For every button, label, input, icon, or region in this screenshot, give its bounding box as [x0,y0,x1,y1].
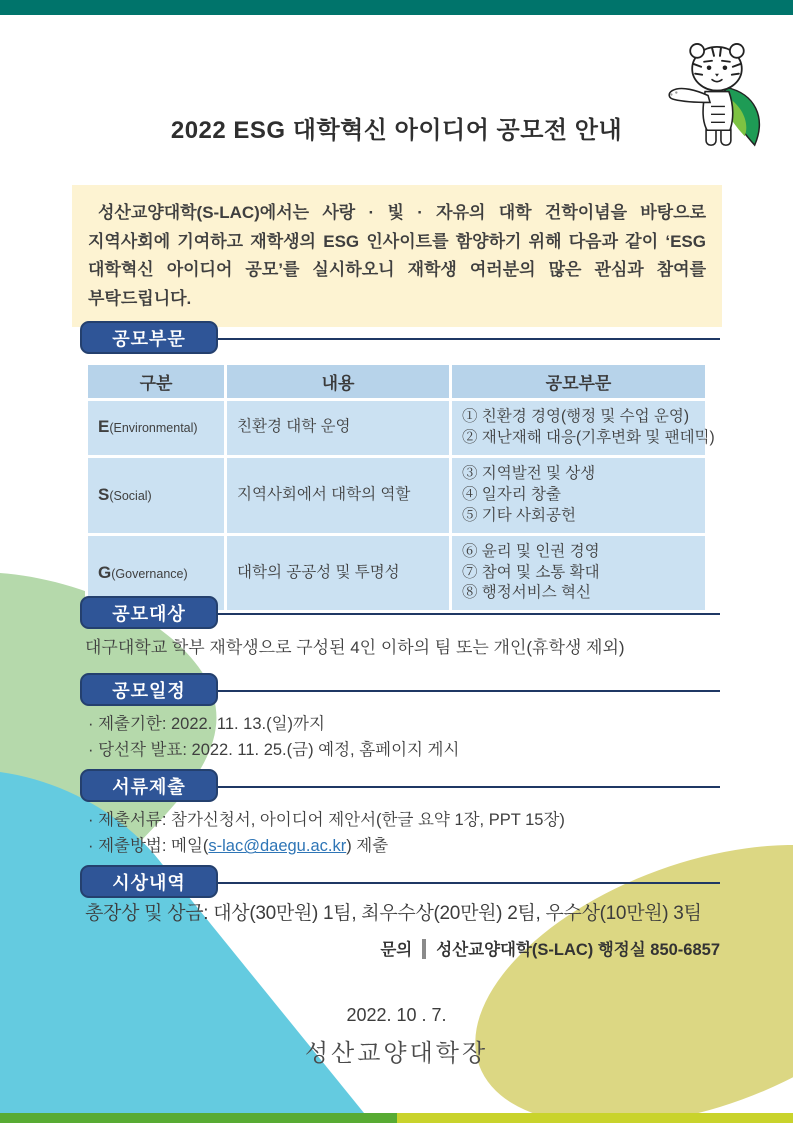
email-link[interactable]: s-lac@daegu.ac.kr [208,837,347,856]
section-header-target [80,596,720,629]
documents-item: · 제출서류: 참가신청서, 아이디어 제안서(한글 요약 1장, PPT 15장) [88,811,565,829]
cell-content: 대학의 공공성 및 투명성 [226,534,451,612]
intro-box: 성산교양대학(S-LAC)에서는 사랑 · 빛 · 자유의 대학 건학이념을 바탕으로 지역사회에 기여하고 재학생의 ESG 인사이트를 함양하기 위해 다음과 같이 ‘ESG 대학혁신 아이디어 공모’를 실시하오니 재학생 여러분의 많은 관심과 참여를 부탁드립니다. [72,185,722,327]
category-letter: S [98,484,110,504]
col-header-content: 내용 [226,364,451,400]
item-line: ⑦ 참여 및 소통 확대 [462,563,600,581]
documents-item-prefix: · 제출방법: 메일( [88,837,209,856]
documents-item [88,833,723,859]
schedule-item: · 제출기한: 2022. 11. 13.(일)까지 [88,715,325,733]
footer-date: 2022. 10 . 7. [346,1005,447,1025]
contact-line [85,936,720,960]
section-badge-documents: 서류제출 [80,769,218,802]
section-rule [218,338,720,340]
col-header-category: 구분 [87,364,226,400]
cell-category [87,456,226,534]
category-word: (Governance) [111,566,188,581]
item-line: ⑥ 윤리 및 인권 경영 [462,542,600,560]
item-line: ④ 일자리 창출 [462,485,561,503]
cell-category [87,400,226,457]
bottom-bar-green [0,1113,397,1123]
item-line: ⑤ 기타 사회공헌 [462,506,576,524]
item-line: ③ 지역발전 및 상생 [462,464,596,482]
item-line: ② 재난재해 대응(기후변화 및 팬데믹) [462,428,715,446]
table-header-row [87,364,707,400]
contact-text: 성산교양대학(S-LAC) 행정실 850-6857 [436,941,720,959]
item-line: ⑧ 행정서비스 혁신 [462,584,591,602]
section-rule [218,882,720,884]
table-row [87,456,707,534]
section-badge-schedule: 공모일정 [80,673,218,706]
esg-category-table [85,362,715,613]
cell-content: 지역사회에서 대학의 역할 [226,456,451,534]
target-text: 대구대학교 학부 재학생으로 구성된 4인 이하의 팀 또는 개인(휴학생 제외) [85,638,625,657]
contact-label: 문의 [380,941,413,959]
category-letter: G [98,562,112,582]
section-rule [218,786,720,788]
section-badge-target: 공모대상 [80,596,218,629]
section-rule [218,613,720,615]
documents-item-suffix: ) 제출 [346,837,389,856]
section-header-awards [80,865,720,898]
section-badge-awards: 시상내역 [80,865,218,898]
section-rule [218,690,720,692]
page-title: 2022 ESG 대학혁신 아이디어 공모전 안내 [170,117,623,144]
cell-items [451,456,707,534]
item-line: ① 친환경 경영(행정 및 수업 운영) [462,408,690,425]
schedule-item: · 당선작 발표: 2022. 11. 25.(금) 예정, 홈페이지 게시 [88,741,460,760]
section-badge-parts: 공모부문 [80,321,218,354]
cell-content: 친환경 대학 운영 [226,400,451,457]
contact-divider [422,939,426,959]
documents-list [88,807,723,860]
schedule-list [88,711,723,764]
section-header-documents [80,769,720,802]
category-letter: E [98,417,110,437]
footer-signature: 성산교양대학장 [304,1040,489,1067]
table-row [87,400,707,457]
category-word: (Social) [109,488,152,503]
col-header-parts: 공모부문 [451,364,707,400]
section-header-schedule [80,673,720,706]
category-word: (Environmental) [109,421,198,436]
cell-items [451,400,715,457]
awards-total: 총장상 및 상금: 대상(30만원) 1팀, 최우수상(20만원) 2팀, 우수상(10만원) 3팀 [85,903,702,924]
section-header-parts [80,321,720,354]
top-color-bar [0,0,793,15]
bottom-bar-yellow [397,1113,793,1123]
